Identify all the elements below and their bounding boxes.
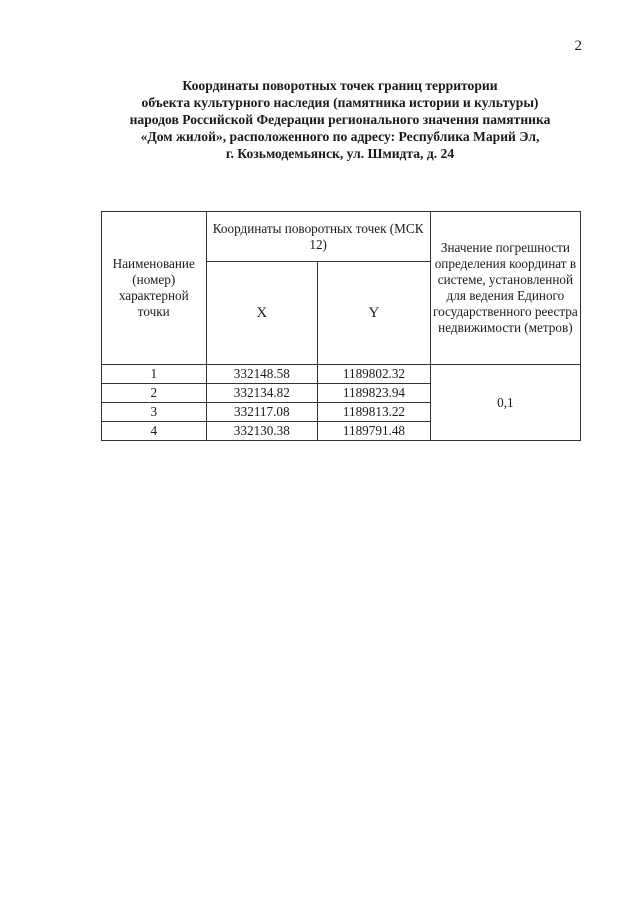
- coordinates-table: [101, 211, 581, 441]
- point-number: 2: [102, 384, 207, 403]
- y-coordinate: 1189813.22: [318, 403, 431, 422]
- x-coordinate: 332134.82: [206, 384, 318, 403]
- y-coordinate: 1189791.48: [318, 422, 431, 441]
- document-title: [98, 77, 582, 162]
- point-number: 4: [102, 422, 207, 441]
- x-coordinate: 332117.08: [206, 403, 318, 422]
- header-point-name: Наименование (номер) характерной точки: [102, 212, 207, 365]
- header-coordinates: Координаты поворотных точек (МСК 12): [206, 212, 430, 262]
- title-line: Координаты поворотных точек границ территории: [182, 78, 498, 93]
- title-line: народов Российской Федерации регионального значения памятника: [129, 112, 551, 127]
- page-number: 2: [574, 38, 582, 54]
- table-row: [102, 365, 581, 384]
- point-number: 1: [102, 365, 207, 384]
- title-line: «Дом жилой», расположенного по адресу: Республика Марий Эл,: [140, 129, 540, 144]
- x-coordinate: 332130.38: [206, 422, 318, 441]
- header-x: X: [206, 262, 318, 365]
- title-line: г. Козьмодемьянск, ул. Шмидта, д. 24: [225, 146, 455, 161]
- header-accuracy: Значение погрешности определения координат в системе, установленной для ведения Единого государственного реестра недвижимости (метров): [430, 212, 580, 365]
- y-coordinate: 1189823.94: [318, 384, 431, 403]
- y-coordinate: 1189802.32: [318, 365, 431, 384]
- accuracy-value: 0,1: [430, 365, 580, 441]
- point-number: 3: [102, 403, 207, 422]
- title-line: объекта культурного наследия (памятника истории и культуры): [141, 95, 539, 110]
- header-y: Y: [318, 262, 431, 365]
- x-coordinate: 332148.58: [206, 365, 318, 384]
